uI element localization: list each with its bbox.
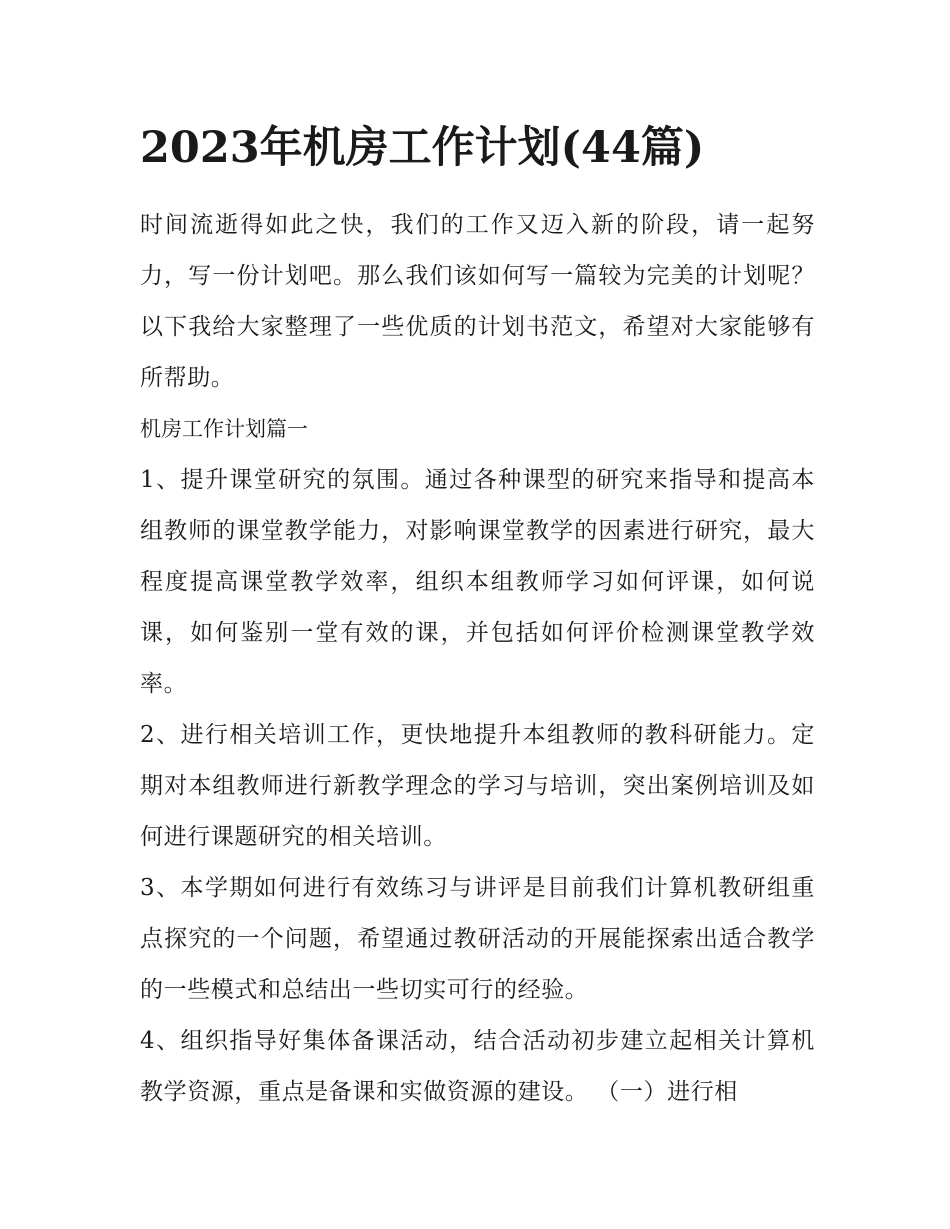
list-item-4: 4、组织指导好集体备课活动，结合活动初步建立起相关计算机教学资源，重点是备课和实做资源的建设。 （一）进行相: [140, 1028, 815, 1105]
document-page: [140, 118, 815, 1118]
list-item-1: 1、提升课堂研究的氛围。通过各种课型的研究来指导和提高本组教师的课堂教学能力，对影响课堂教学的因素进行研究，最大程度提高课堂教学效率，组织本组教师学习如何评课，如何说课，如何鉴别一堂有效的课，并包括如何评价检测课堂教学效率。: [140, 467, 815, 697]
intro-paragraph: 时间流逝得如此之快，我们的工作又迈入新的阶段，请一起努力，写一份计划吧。那么我们该如何写一篇较为完美的计划呢？以下我给大家整理了一些优质的计划书范文，希望对大家能够有所帮助。: [140, 212, 815, 391]
document-title: 2023年机房工作计划(44篇): [140, 123, 705, 173]
list-item-3: 3、本学期如何进行有效练习与讲评是目前我们计算机教研组重点探究的一个问题，希望通过教研活动的开展能探索出适合教学的一些模式和总结出一些切实可行的经验。: [140, 875, 815, 1003]
list-item-2: 2、进行相关培训工作，更快地提升本组教师的教科研能力。定期对本组教师进行新教学理念的学习与培训，突出案例培训及如何进行课题研究的相关培训。: [140, 722, 815, 850]
section-heading: 机房工作计划篇一: [140, 417, 308, 441]
